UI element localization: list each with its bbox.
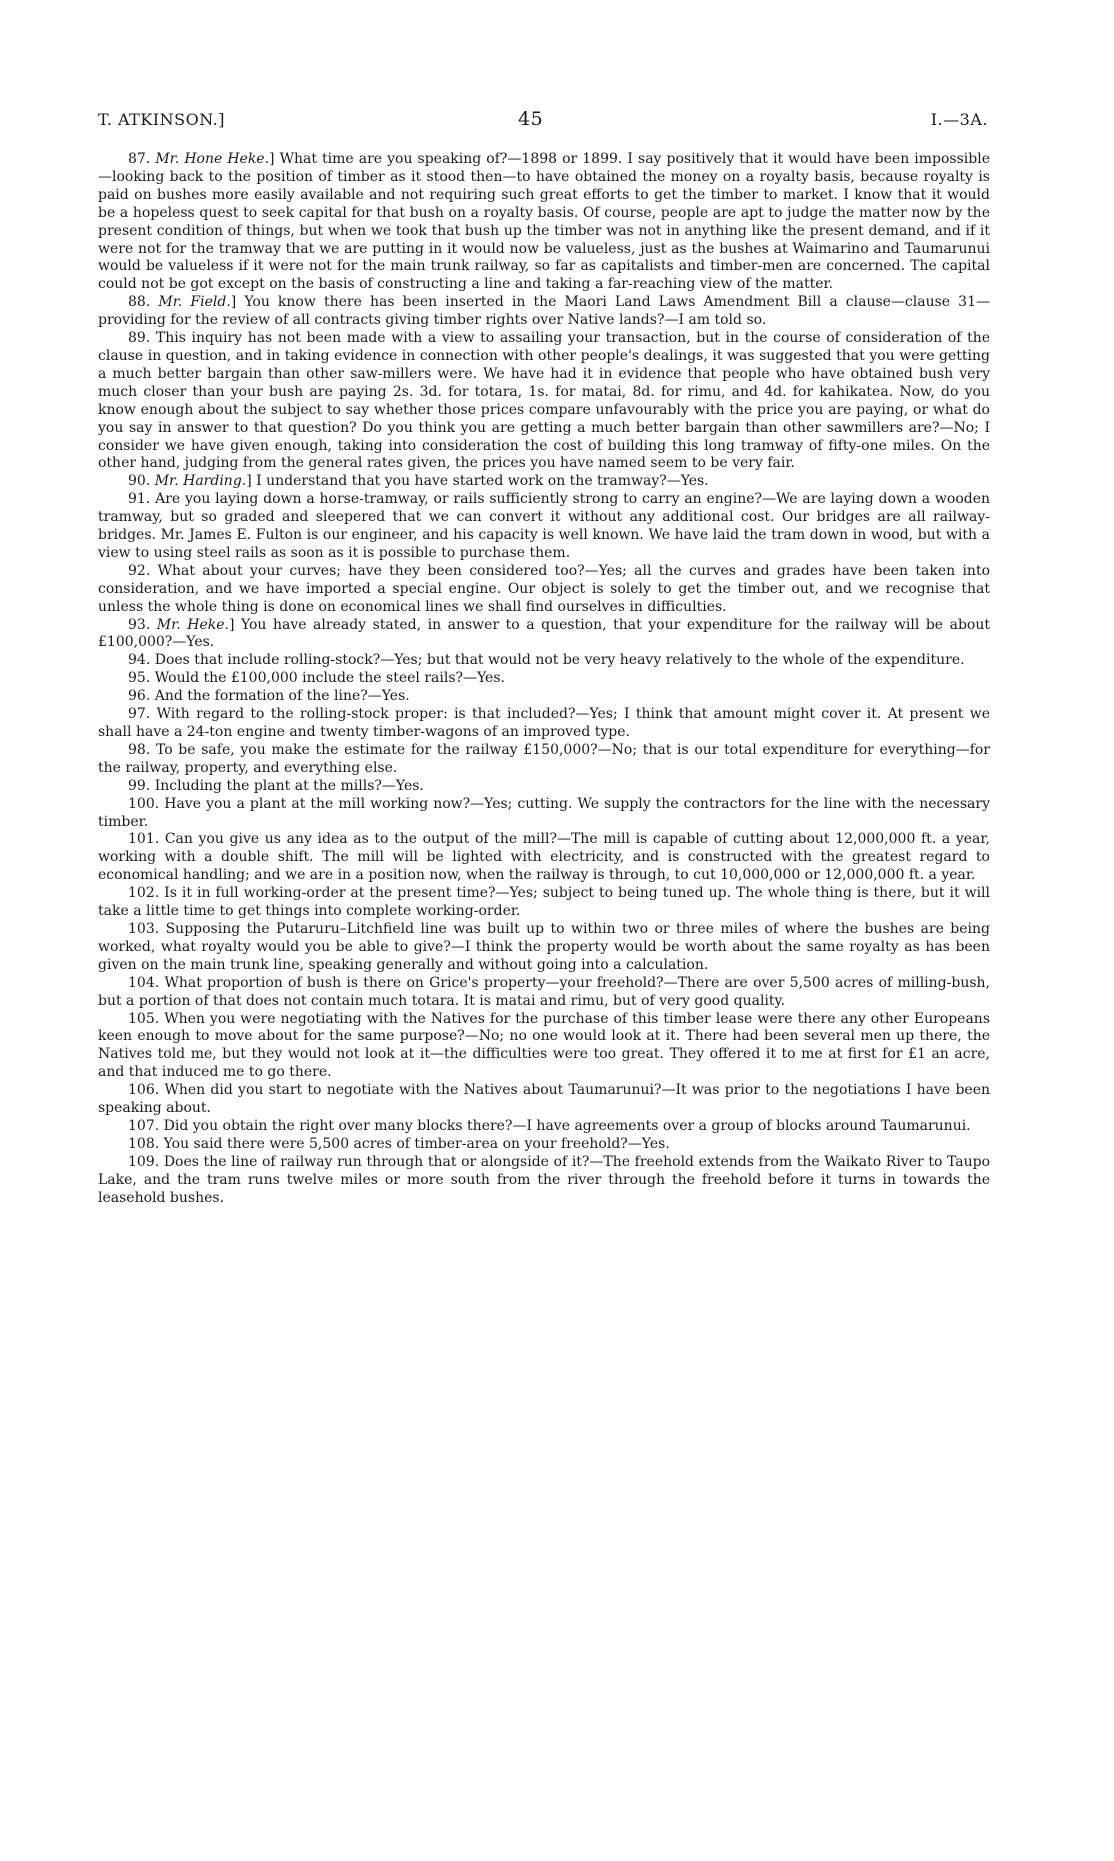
question-number: 108.	[128, 1135, 160, 1152]
question-text: Does that include rolling-stock?—Yes; but that would not be very heavy relatively to the whole of the expenditure.	[154, 652, 965, 669]
question-number: 91.	[128, 491, 151, 508]
question-number: 87.	[128, 151, 151, 167]
question-number: 105.	[128, 1010, 160, 1027]
document-body	[98, 151, 990, 1207]
speaker-name: Mr. Field.	[158, 294, 231, 311]
question-number: 107.	[128, 1117, 160, 1134]
question-paragraph	[98, 617, 990, 653]
question-paragraph	[98, 742, 990, 778]
question-number: 102.	[128, 885, 160, 902]
question-paragraph	[98, 706, 990, 742]
question-paragraph	[98, 670, 990, 688]
question-text: Did you obtain the right over many blocks there?—I have agreements over a group of blocks around Taumarunui.	[163, 1117, 971, 1134]
witness-name: T. ATKINSON.]	[98, 110, 225, 129]
question-text: And the formation of the line?—Yes.	[154, 688, 410, 705]
speaker-name: Mr. Heke.	[156, 616, 229, 633]
question-text: Does the line of railway run through that or alongside of it?—The freehold extends from the Waikato River to Taupo Lake, and the tram runs twelve miles or more south from the river through the freehold before it turns in towards the leasehold bushes.	[98, 1153, 990, 1206]
question-paragraph	[98, 151, 990, 294]
speaker-name: Mr. Harding.	[154, 473, 247, 490]
question-text: Is it in full working-order at the present time?—Yes; subject to being tuned up. The whole thing is there, but it will take a little time to get things into complete working-order.	[98, 885, 991, 920]
question-paragraph	[98, 491, 990, 563]
question-number: 93.	[128, 616, 151, 633]
question-paragraph	[98, 831, 990, 885]
question-number: 97.	[128, 706, 151, 723]
question-number: 88.	[128, 294, 151, 311]
question-paragraph	[98, 1154, 990, 1208]
question-number: 94.	[128, 652, 151, 669]
question-text: Would the £100,000 include the steel rails?—Yes.	[154, 670, 505, 687]
question-paragraph	[98, 473, 990, 491]
question-number: 109.	[128, 1153, 160, 1170]
question-text: ] I understand that you have started work on the tramway?—Yes.	[246, 473, 709, 490]
question-number: 95.	[128, 670, 151, 687]
question-number: 106.	[128, 1082, 160, 1099]
question-paragraph	[98, 1011, 990, 1083]
question-text: ] You know there has been inserted in the Maori Land Laws Amendment Bill a clause—clause 31—providing for the review of all contracts giving timber rights over Native lands?—I am told so.	[98, 294, 990, 329]
question-text: Are you laying down a horse-tramway, or rails sufficiently strong to carry an engine?—We are laying down a wooden tramway, but so graded and sleepered that we can convert it without any additional cost. Our bridges are all railway-bridges. Mr. James E. Fulton is our engineer, and his capacity is well known. We have laid the tram down in wood, but with a view to using steel rails as soon as it is possible to purchase them.	[98, 491, 991, 561]
question-paragraph	[98, 652, 990, 670]
question-paragraph	[98, 921, 990, 975]
question-paragraph	[98, 1118, 990, 1136]
question-paragraph	[98, 688, 990, 706]
question-paragraph	[98, 1082, 990, 1118]
running-head	[98, 108, 988, 132]
question-number: 98.	[128, 741, 151, 758]
question-text: To be safe, you make the estimate for the railway £150,000?—No; that is our total expenditure for everything—for the railway, property, and everything else.	[98, 741, 991, 776]
question-number: 99.	[128, 777, 151, 794]
question-text: What proportion of bush is there on Grice's property—your freehold?—There are over 5,500 acres of milling-bush, but a portion of that does not contain much totara. It is matai and rimu, but of very good quality.	[98, 974, 991, 1009]
question-text: Supposing the Putaruru–Litchfield line was built up to within two or three miles of where the bushes are being worked, what royalty would you be able to give?—I think the property would be worth about the same royalty as has been given on the main trunk line, speaking generally and without going into a calculation.	[98, 920, 990, 973]
question-text: Have you a plant at the mill working now?—Yes; cutting. We supply the contractors for the line with the necessary timber.	[98, 795, 990, 830]
question-number: 96.	[128, 688, 151, 705]
speaker-name: Mr. Hone Heke.	[155, 151, 270, 167]
question-paragraph	[98, 330, 990, 473]
question-number: 100.	[128, 795, 160, 812]
question-number: 90.	[128, 473, 151, 490]
question-text: With regard to the rolling-stock proper: is that included?—Yes; I think that amount might cover it. At present we shall have a 24-ton engine and twenty timber-wagons of an improved type.	[98, 706, 990, 740]
question-paragraph	[98, 796, 990, 832]
question-paragraph	[98, 1136, 990, 1154]
question-paragraph	[98, 885, 990, 921]
question-number: 101.	[128, 831, 160, 848]
question-text: When did you start to negotiate with the Natives about Taumarunui?—It was prior to the negotiations I have been speaking about.	[98, 1082, 990, 1117]
question-text: ] What time are you speaking of?—1898 or 1899. I say positively that it would have been impossible—looking back to the position of timber as it stood then—to have obtained the money on a royalty basis, because royalty is paid on bushes more easily available and not requiring such great efforts to get the timber to market. I know that it would be a hopeless quest to seek capital for that bush on a royalty basis. Of course, people are apt to judge the matter now by the present condition of things, but when we took that bush up the timber was not in anything like the present demand, and if it were not for the tramway that we are putting in it would now be valueless, just as the bushes at Waimarino and Taumarunui would be valueless if it were not for the main trunk railway, so far as capitalists and timber-men are concerned. The capital could not be got except on the basis of constructing a line and taking a far-reaching view of the matter.	[98, 151, 990, 293]
question-text: When you were negotiating with the Natives for the purchase of this timber lease were there any other Europeans keen enough to move about for the same purpose?—No; no one would look at it. There had been several men up there, the Natives told me, but they would not look at it—the difficulties were too great. They offered it to me at first for £1 an acre, and that induced me to go there.	[98, 1010, 990, 1081]
question-number: 92.	[128, 562, 151, 579]
question-text: Can you give us any idea as to the output of the mill?—The mill is capable of cutting about 12,000,000 ft. a year, working with a double shift. The mill will be lighted with electricity, and is constructed with the greatest regard to economical handling; and we are in a position now, when the railway is through, to cut 10,000,000 or 12,000,000 ft. a year.	[98, 831, 990, 884]
page-number: 45	[518, 108, 544, 130]
question-text: What about your curves; have they been considered too?—Yes; all the curves and grades have been taken into consideration, and we have imported a special engine. Our object is solely to get the timber out, and we recognise that unless the whole thing is done on economical lines we shall find ourselves in difficulties.	[98, 562, 991, 615]
question-text: Including the plant at the mills?—Yes.	[154, 777, 424, 794]
question-number: 89.	[128, 330, 151, 347]
question-text: ] You have already stated, in answer to a question, that your expenditure for the railway will be about £100,000?—Yes.	[98, 616, 990, 651]
question-paragraph	[98, 294, 990, 330]
question-text: This inquiry has not been made with a view to assailing your transaction, but in the course of consideration of the clause in question, and in taking evidence in connection with other people's dealings, it was suggested that you were getting a much better bargain than other saw-millers were. We have had it in evidence that people who have obtained bush very much closer than your bush are paying 2s. 3d. for totara, 1s. for matai, 8d. for rimu, and 4d. for kahikatea. Now, do you know enough about the subject to say whether those prices compare unfavourably with the price you are paying, or what do you say in answer to that question? Do you think you are getting a much better bargain than other sawmillers are?—No; I consider we have given enough, taking into consideration the cost of building this long tramway of fifty-one miles. On the other hand, judging from the general rates given, the prices you have named seem to be very fair.	[98, 330, 991, 472]
question-number: 104.	[128, 974, 160, 991]
document-reference: I.—3A.	[930, 110, 988, 129]
question-text: You said there were 5,500 acres of timber-area on your freehold?—Yes.	[163, 1135, 670, 1152]
question-paragraph	[98, 778, 990, 796]
question-paragraph	[98, 563, 990, 617]
question-paragraph	[98, 975, 990, 1011]
question-number: 103.	[128, 920, 160, 937]
